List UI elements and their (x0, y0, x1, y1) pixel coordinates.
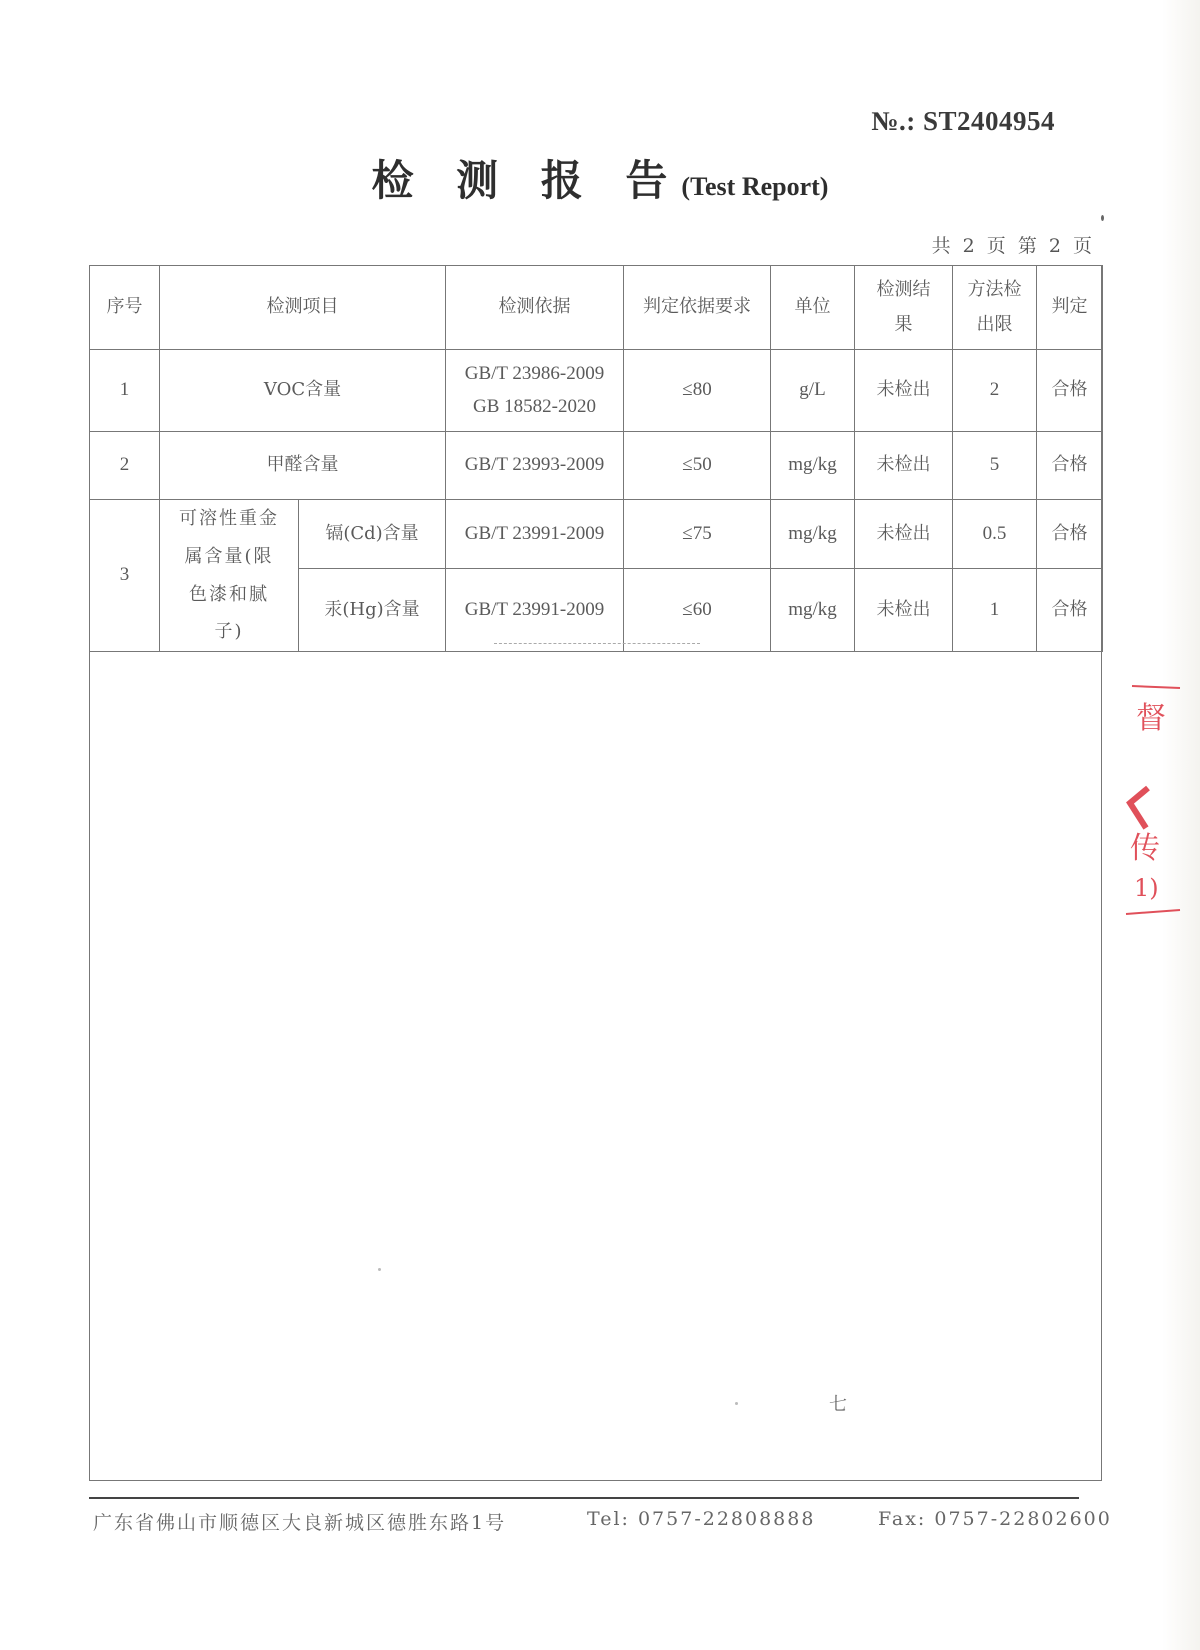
row1-basis (446, 350, 624, 432)
seal-char-1: 督 (1136, 701, 1166, 736)
row2-item: 甲醛含量 (160, 432, 446, 500)
row2-basis: GB/T 23993-2009 (446, 432, 624, 500)
row1-seq: 1 (90, 350, 160, 432)
row3a-unit: mg/kg (771, 500, 855, 569)
report-title (0, 148, 1200, 208)
row2-verdict: 合格 (1037, 432, 1103, 500)
seal-arc-top (1132, 686, 1180, 688)
row1-result: 未检出 (855, 350, 953, 432)
row2-result: 未检出 (855, 432, 953, 500)
row3a-basis: GB/T 23991-2009 (446, 500, 624, 569)
seal-star-fragment (1130, 788, 1148, 828)
footer-address: 广东省佛山市顺德区大良新城区德胜东路1号 (93, 1512, 507, 1534)
title-chinese: 检 测 报 告 (371, 156, 682, 205)
seal-char-3: 1) (1134, 874, 1159, 902)
footer-tel: Tel: 0757-22808888 (587, 1508, 816, 1530)
header-limit (953, 266, 1037, 350)
row3a-item: 镉(Cd)含量 (299, 500, 446, 569)
table-header-row (90, 266, 1103, 350)
row1-unit: g/L (771, 350, 855, 432)
header-unit: 单位 (771, 266, 855, 350)
header-result-text: 检测结果 (876, 279, 931, 335)
scan-speck (735, 1402, 738, 1405)
header-item: 检测项目 (160, 266, 446, 350)
row1-limit: 2 (953, 350, 1037, 432)
table-row (90, 350, 1103, 432)
row3b-item: 汞(Hg)含量 (299, 569, 446, 652)
row3b-verdict: 合格 (1037, 569, 1103, 652)
table-row (90, 432, 1103, 500)
header-limit-text: 方法检出限 (967, 279, 1022, 335)
row1-basis-line1: GB/T 23986-2009 (464, 363, 605, 385)
row3b-result: 未检出 (855, 569, 953, 652)
row1-verdict: 合格 (1037, 350, 1103, 432)
scan-speck (1101, 215, 1104, 221)
page-count: 共 2 页 第 2 页 (931, 235, 1095, 257)
row2-seq: 2 (90, 432, 160, 500)
row3-seq: 3 (90, 500, 160, 652)
row3-group (160, 500, 299, 652)
report-number: №.: ST2404954 (871, 106, 1055, 136)
row3a-limit: 0.5 (953, 500, 1037, 569)
row2-limit: 5 (953, 432, 1037, 500)
footer-fax: Fax: 0757-22802600 (878, 1508, 1112, 1530)
seal-char-2: 传 (1130, 831, 1160, 866)
header-verdict: 判定 (1037, 266, 1103, 350)
footer-rule (89, 1497, 1079, 1499)
header-result (855, 266, 953, 350)
row3a-result: 未检出 (855, 500, 953, 569)
table-row (90, 500, 1103, 569)
header-requirement: 判定依据要求 (624, 266, 771, 350)
row3a-requirement: ≤75 (624, 500, 771, 569)
row1-requirement: ≤80 (624, 350, 771, 432)
row3-group-text: 可溶性重金属含量(限色漆和腻子) (179, 508, 279, 643)
row2-unit: mg/kg (771, 432, 855, 500)
seal-arc-bottom (1126, 910, 1180, 914)
row3a-verdict: 合格 (1037, 500, 1103, 569)
row2-requirement: ≤50 (624, 432, 771, 500)
row3b-limit: 1 (953, 569, 1037, 652)
row1-basis-line2: GB 18582-2020 (473, 395, 596, 417)
row1-item: VOC含量 (160, 350, 446, 432)
title-english: (Test Report) (681, 172, 829, 201)
scan-speck (378, 1268, 381, 1271)
header-seq: 序号 (90, 266, 160, 350)
results-table (89, 265, 1103, 652)
row3b-basis: GB/T 23991-2009 (446, 569, 624, 652)
header-basis: 检测依据 (446, 266, 624, 350)
row3b-requirement: ≤60 (624, 569, 771, 652)
scan-mark: 七 (829, 1394, 847, 1415)
row3b-unit: mg/kg (771, 569, 855, 652)
red-seal-fragment (1122, 678, 1182, 918)
table-end-dashed-line (494, 643, 700, 644)
